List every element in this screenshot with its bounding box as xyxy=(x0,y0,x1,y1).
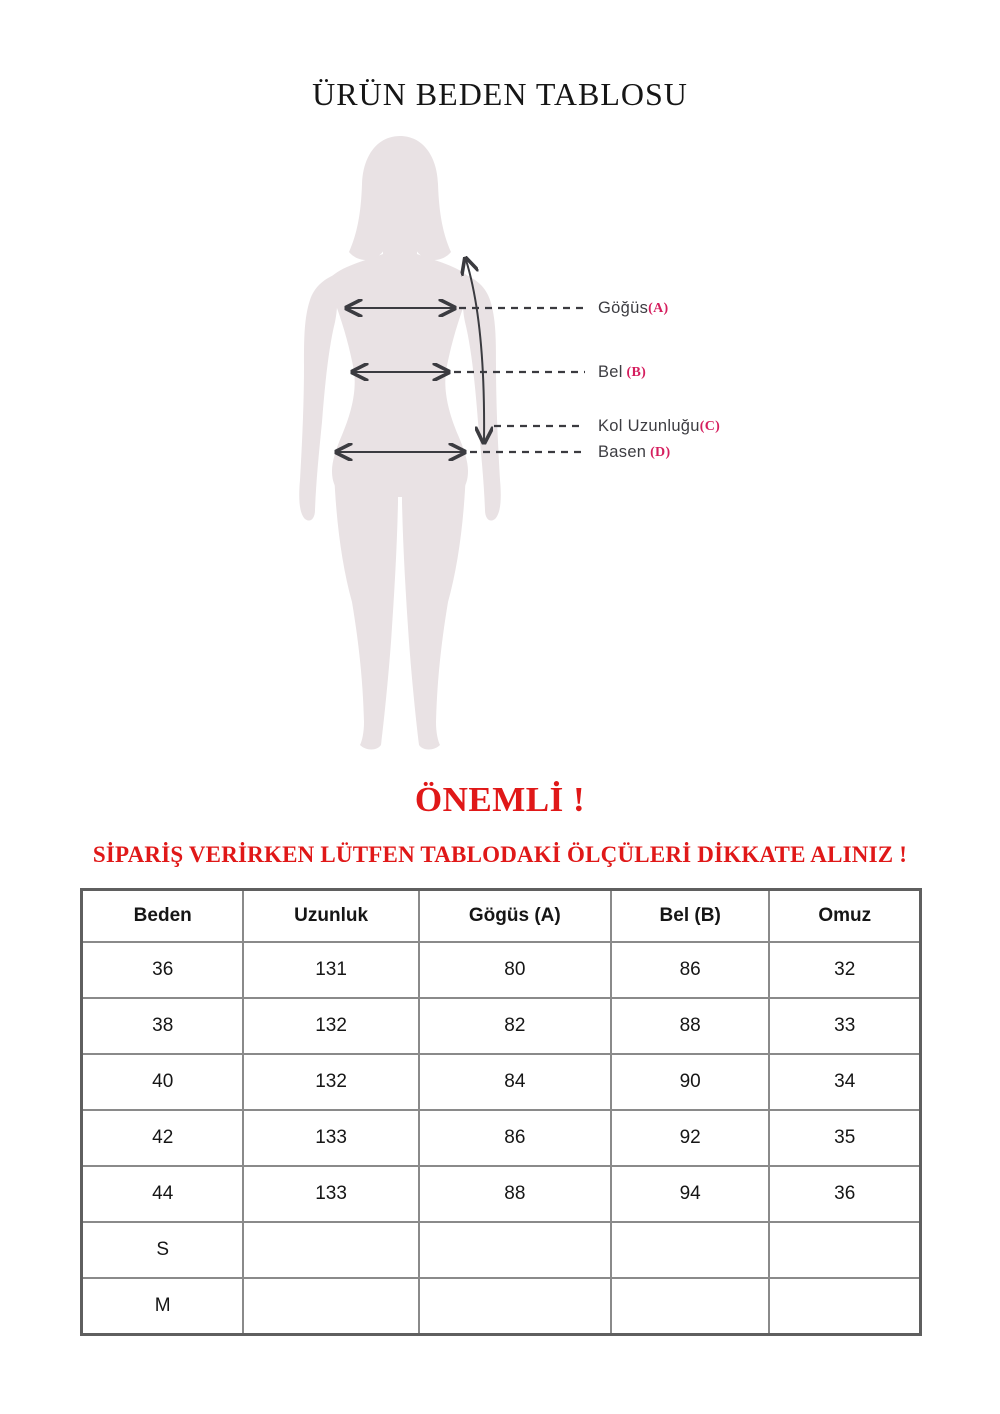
silhouette-left-arm xyxy=(299,274,337,521)
table-cell xyxy=(769,1278,920,1335)
silhouette-torso xyxy=(328,236,473,497)
table-cell: 86 xyxy=(611,942,770,998)
measure-label-mark: (B) xyxy=(622,365,647,380)
table-cell: 40 xyxy=(82,1054,244,1110)
column-header: Omuz xyxy=(769,890,920,943)
size-table xyxy=(80,888,922,1336)
table-row xyxy=(82,998,921,1054)
table-cell: 80 xyxy=(419,942,611,998)
silhouette xyxy=(299,136,501,750)
table-cell xyxy=(243,1278,418,1335)
measure-label-mark: (D) xyxy=(646,445,671,460)
column-header: Gögüs (A) xyxy=(419,890,611,943)
measure-label-text: Basen xyxy=(598,443,647,461)
column-header: Beden xyxy=(82,890,244,943)
table-cell: M xyxy=(82,1278,244,1335)
table-cell xyxy=(611,1222,770,1278)
table-cell: 84 xyxy=(419,1054,611,1110)
body-measurement-diagram xyxy=(280,130,721,760)
column-header: Bel (B) xyxy=(611,890,770,943)
measure-label-bel xyxy=(598,362,646,382)
page-title: ÜRÜN BEDEN TABLOSU xyxy=(312,76,688,112)
table-cell xyxy=(419,1278,611,1335)
table-cell: 35 xyxy=(769,1110,920,1166)
table-cell: 92 xyxy=(611,1110,770,1166)
measure-label-mark: (A) xyxy=(648,301,669,316)
column-header: Uzunluk xyxy=(243,890,418,943)
measure-label-basen xyxy=(598,442,670,462)
table-cell xyxy=(243,1222,418,1278)
table-cell: 94 xyxy=(611,1166,770,1222)
table-cell: 133 xyxy=(243,1166,418,1222)
table-row xyxy=(82,1054,921,1110)
table-cell: 36 xyxy=(769,1166,920,1222)
table-cell: 34 xyxy=(769,1054,920,1110)
table-cell: 132 xyxy=(243,998,418,1054)
table-cell: 86 xyxy=(419,1110,611,1166)
measure-label-gogus xyxy=(598,298,668,318)
table-row xyxy=(82,1222,921,1278)
warning-text: SİPARİŞ VERİRKEN LÜTFEN TABLODAKİ ÖLÇÜLERİ DİKKATE ALINIZ ! xyxy=(92,842,908,867)
table-row xyxy=(82,1110,921,1166)
measure-label-text: Bel xyxy=(598,363,623,381)
measure-label-text: Kol Uzunluğu xyxy=(598,417,700,435)
table-cell xyxy=(611,1278,770,1335)
table-cell: 38 xyxy=(82,998,244,1054)
table-row xyxy=(82,942,921,998)
measure-label-text: Göğüs xyxy=(598,299,649,317)
table-cell: 88 xyxy=(419,1166,611,1222)
table-cell: 32 xyxy=(769,942,920,998)
size-table-head xyxy=(82,890,921,943)
silhouette-right-leg xyxy=(402,470,466,750)
measure-label-kol-uzunlugu xyxy=(598,416,720,436)
table-cell: 33 xyxy=(769,998,920,1054)
measure-label-mark: (C) xyxy=(699,419,721,434)
table-cell xyxy=(419,1222,611,1278)
silhouette-left-leg xyxy=(334,470,398,750)
important-heading: ÖNEMLİ ! xyxy=(414,780,586,819)
table-cell: 82 xyxy=(419,998,611,1054)
table-cell: 42 xyxy=(82,1110,244,1166)
size-table-body xyxy=(82,942,921,1335)
table-row xyxy=(82,1278,921,1335)
table-row xyxy=(82,1166,921,1222)
table-cell: 132 xyxy=(243,1054,418,1110)
table-cell: 133 xyxy=(243,1110,418,1166)
header-row xyxy=(82,890,921,943)
table-cell: 88 xyxy=(611,998,770,1054)
table-cell: 44 xyxy=(82,1166,244,1222)
silhouette-right-arm xyxy=(463,274,501,521)
table-cell: S xyxy=(82,1222,244,1278)
table-cell: 131 xyxy=(243,942,418,998)
table-cell: 36 xyxy=(82,942,244,998)
table-cell xyxy=(769,1222,920,1278)
table-cell: 90 xyxy=(611,1054,770,1110)
